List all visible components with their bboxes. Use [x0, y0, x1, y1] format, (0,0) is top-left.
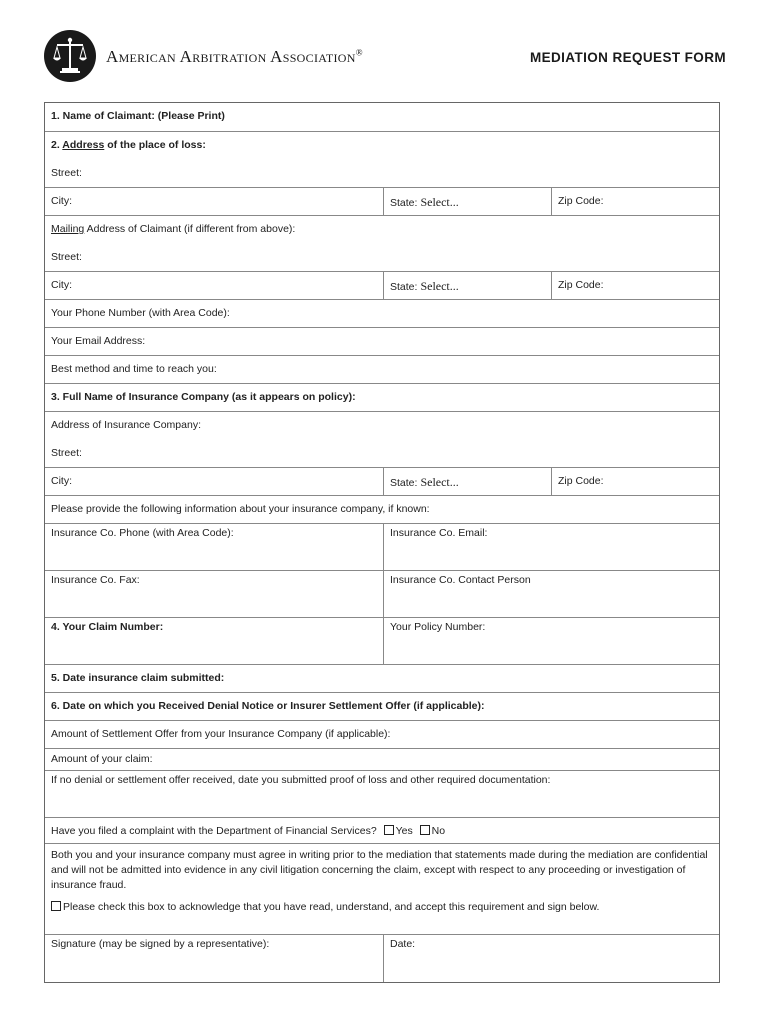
yes-checkbox[interactable] — [384, 825, 394, 835]
claimant-name-row[interactable] — [45, 103, 719, 132]
mailing-city-row — [45, 272, 719, 300]
insurance-email-field[interactable]: Insurance Co. Email: — [383, 524, 719, 570]
denial-date-label: 6. Date on which you Received Denial Notice or Insurer Settlement Offer (if applicable): — [51, 700, 485, 712]
company-city-field[interactable]: City: — [51, 475, 72, 487]
mailing-address-label: Mailing Address of Claimant (if different from above): — [51, 223, 296, 235]
complaint-question: Have you filed a complaint with the Department of Financial Services? Yes No — [51, 825, 446, 837]
company-zip-field[interactable]: Zip Code: — [551, 468, 719, 495]
mailing-zip-field[interactable]: Zip Code: — [551, 272, 719, 299]
date-field[interactable]: Date: — [383, 935, 719, 982]
loss-state-select[interactable]: Select... — [420, 195, 459, 209]
insurance-phone-email-row — [45, 524, 719, 571]
best-method-label: Best method and time to reach you: — [51, 363, 217, 375]
mediation-form — [44, 102, 720, 983]
settlement-amount-row[interactable] — [45, 721, 719, 749]
no-denial-row[interactable] — [45, 771, 719, 818]
mailing-state-field[interactable]: State: Select... — [383, 272, 551, 299]
no-checkbox[interactable] — [420, 825, 430, 835]
provide-info-label: Please provide the following information about your insurance company, if known: — [51, 503, 430, 515]
insurance-phone-field[interactable]: Insurance Co. Phone (with Area Code): — [51, 527, 234, 539]
insurance-contact-field[interactable]: Insurance Co. Contact Person — [383, 571, 719, 617]
mailing-street-label: Street: — [51, 251, 82, 263]
claim-number-field[interactable]: 4. Your Claim Number: — [51, 621, 164, 633]
claim-amount-row[interactable] — [45, 749, 719, 771]
no-denial-label: If no denial or settlement offer received, date you submitted proof of loss and other required documentation: — [51, 774, 551, 786]
agreement-row — [45, 844, 719, 935]
header — [44, 30, 726, 86]
policy-number-field[interactable]: Your Policy Number: — [383, 618, 719, 664]
company-street-row[interactable] — [45, 440, 719, 468]
denial-date-row[interactable] — [45, 693, 719, 721]
best-method-row[interactable] — [45, 356, 719, 384]
yes-label: Yes — [395, 825, 413, 837]
signature-row — [45, 935, 719, 982]
claim-policy-row — [45, 618, 719, 665]
loss-street-label: Street: — [51, 167, 82, 179]
no-label: No — [431, 825, 446, 837]
loss-street-row[interactable] — [45, 160, 719, 188]
phone-label: Your Phone Number (with Area Code): — [51, 307, 230, 319]
agreement-text: Both you and your insurance company must agree in writing prior to the mediation that statements made during the mediation are confidential and will not be admitted into evidence in any civil litigation concerning the claim, except with respect to any proceeding or investigation of insurance fraud. — [51, 849, 708, 891]
company-state-select[interactable]: Select... — [420, 475, 459, 489]
loss-city-field[interactable]: City: — [51, 195, 72, 207]
complaint-row — [45, 818, 719, 844]
company-address-label: Address of Insurance Company: — [51, 419, 201, 431]
claim-submitted-row[interactable] — [45, 665, 719, 693]
loss-address-heading-row — [45, 132, 719, 160]
company-address-heading-row — [45, 412, 719, 440]
organization-name: American Arbitration Association® — [106, 47, 363, 66]
company-state-field[interactable]: State: Select... — [383, 468, 551, 495]
insurance-fax-field[interactable]: Insurance Co. Fax: — [51, 574, 140, 586]
aaa-logo — [44, 30, 96, 82]
loss-zip-field[interactable]: Zip Code: — [551, 188, 719, 215]
scales-of-justice-icon — [44, 30, 96, 82]
claim-amount-label: Amount of your claim: — [51, 753, 153, 765]
mailing-street-row[interactable] — [45, 244, 719, 272]
mailing-city-field[interactable]: City: — [51, 279, 72, 291]
mailing-address-heading-row — [45, 216, 719, 244]
company-city-row — [45, 468, 719, 496]
acknowledge-label: Please check this box to acknowledge that you have read, understand, and accept this requirement and sign below. — [63, 901, 600, 913]
signature-field[interactable]: Signature (may be signed by a representative): — [51, 938, 270, 950]
loss-address-label: 2. Address of the place of loss: — [51, 139, 206, 151]
insurance-company-row[interactable] — [45, 384, 719, 412]
email-row[interactable] — [45, 328, 719, 356]
company-street-label: Street: — [51, 447, 82, 459]
loss-city-row — [45, 188, 719, 216]
loss-state-field[interactable]: State: Select... — [383, 188, 551, 215]
insurance-company-label: 3. Full Name of Insurance Company (as it appears on policy): — [51, 391, 356, 403]
phone-row[interactable] — [45, 300, 719, 328]
email-label: Your Email Address: — [51, 335, 146, 347]
insurance-fax-contact-row — [45, 571, 719, 618]
claim-submitted-label: 5. Date insurance claim submitted: — [51, 672, 225, 684]
provide-info-row — [45, 496, 719, 524]
acknowledge-checkbox[interactable] — [51, 901, 61, 911]
form-title: MEDIATION REQUEST FORM — [529, 50, 726, 65]
mailing-state-select[interactable]: Select... — [420, 279, 459, 293]
claimant-name-label: 1. Name of Claimant: (Please Print) — [51, 110, 225, 122]
acknowledge-line — [45, 901, 719, 934]
settlement-amount-label: Amount of Settlement Offer from your Insurance Company (if applicable): — [51, 728, 391, 740]
